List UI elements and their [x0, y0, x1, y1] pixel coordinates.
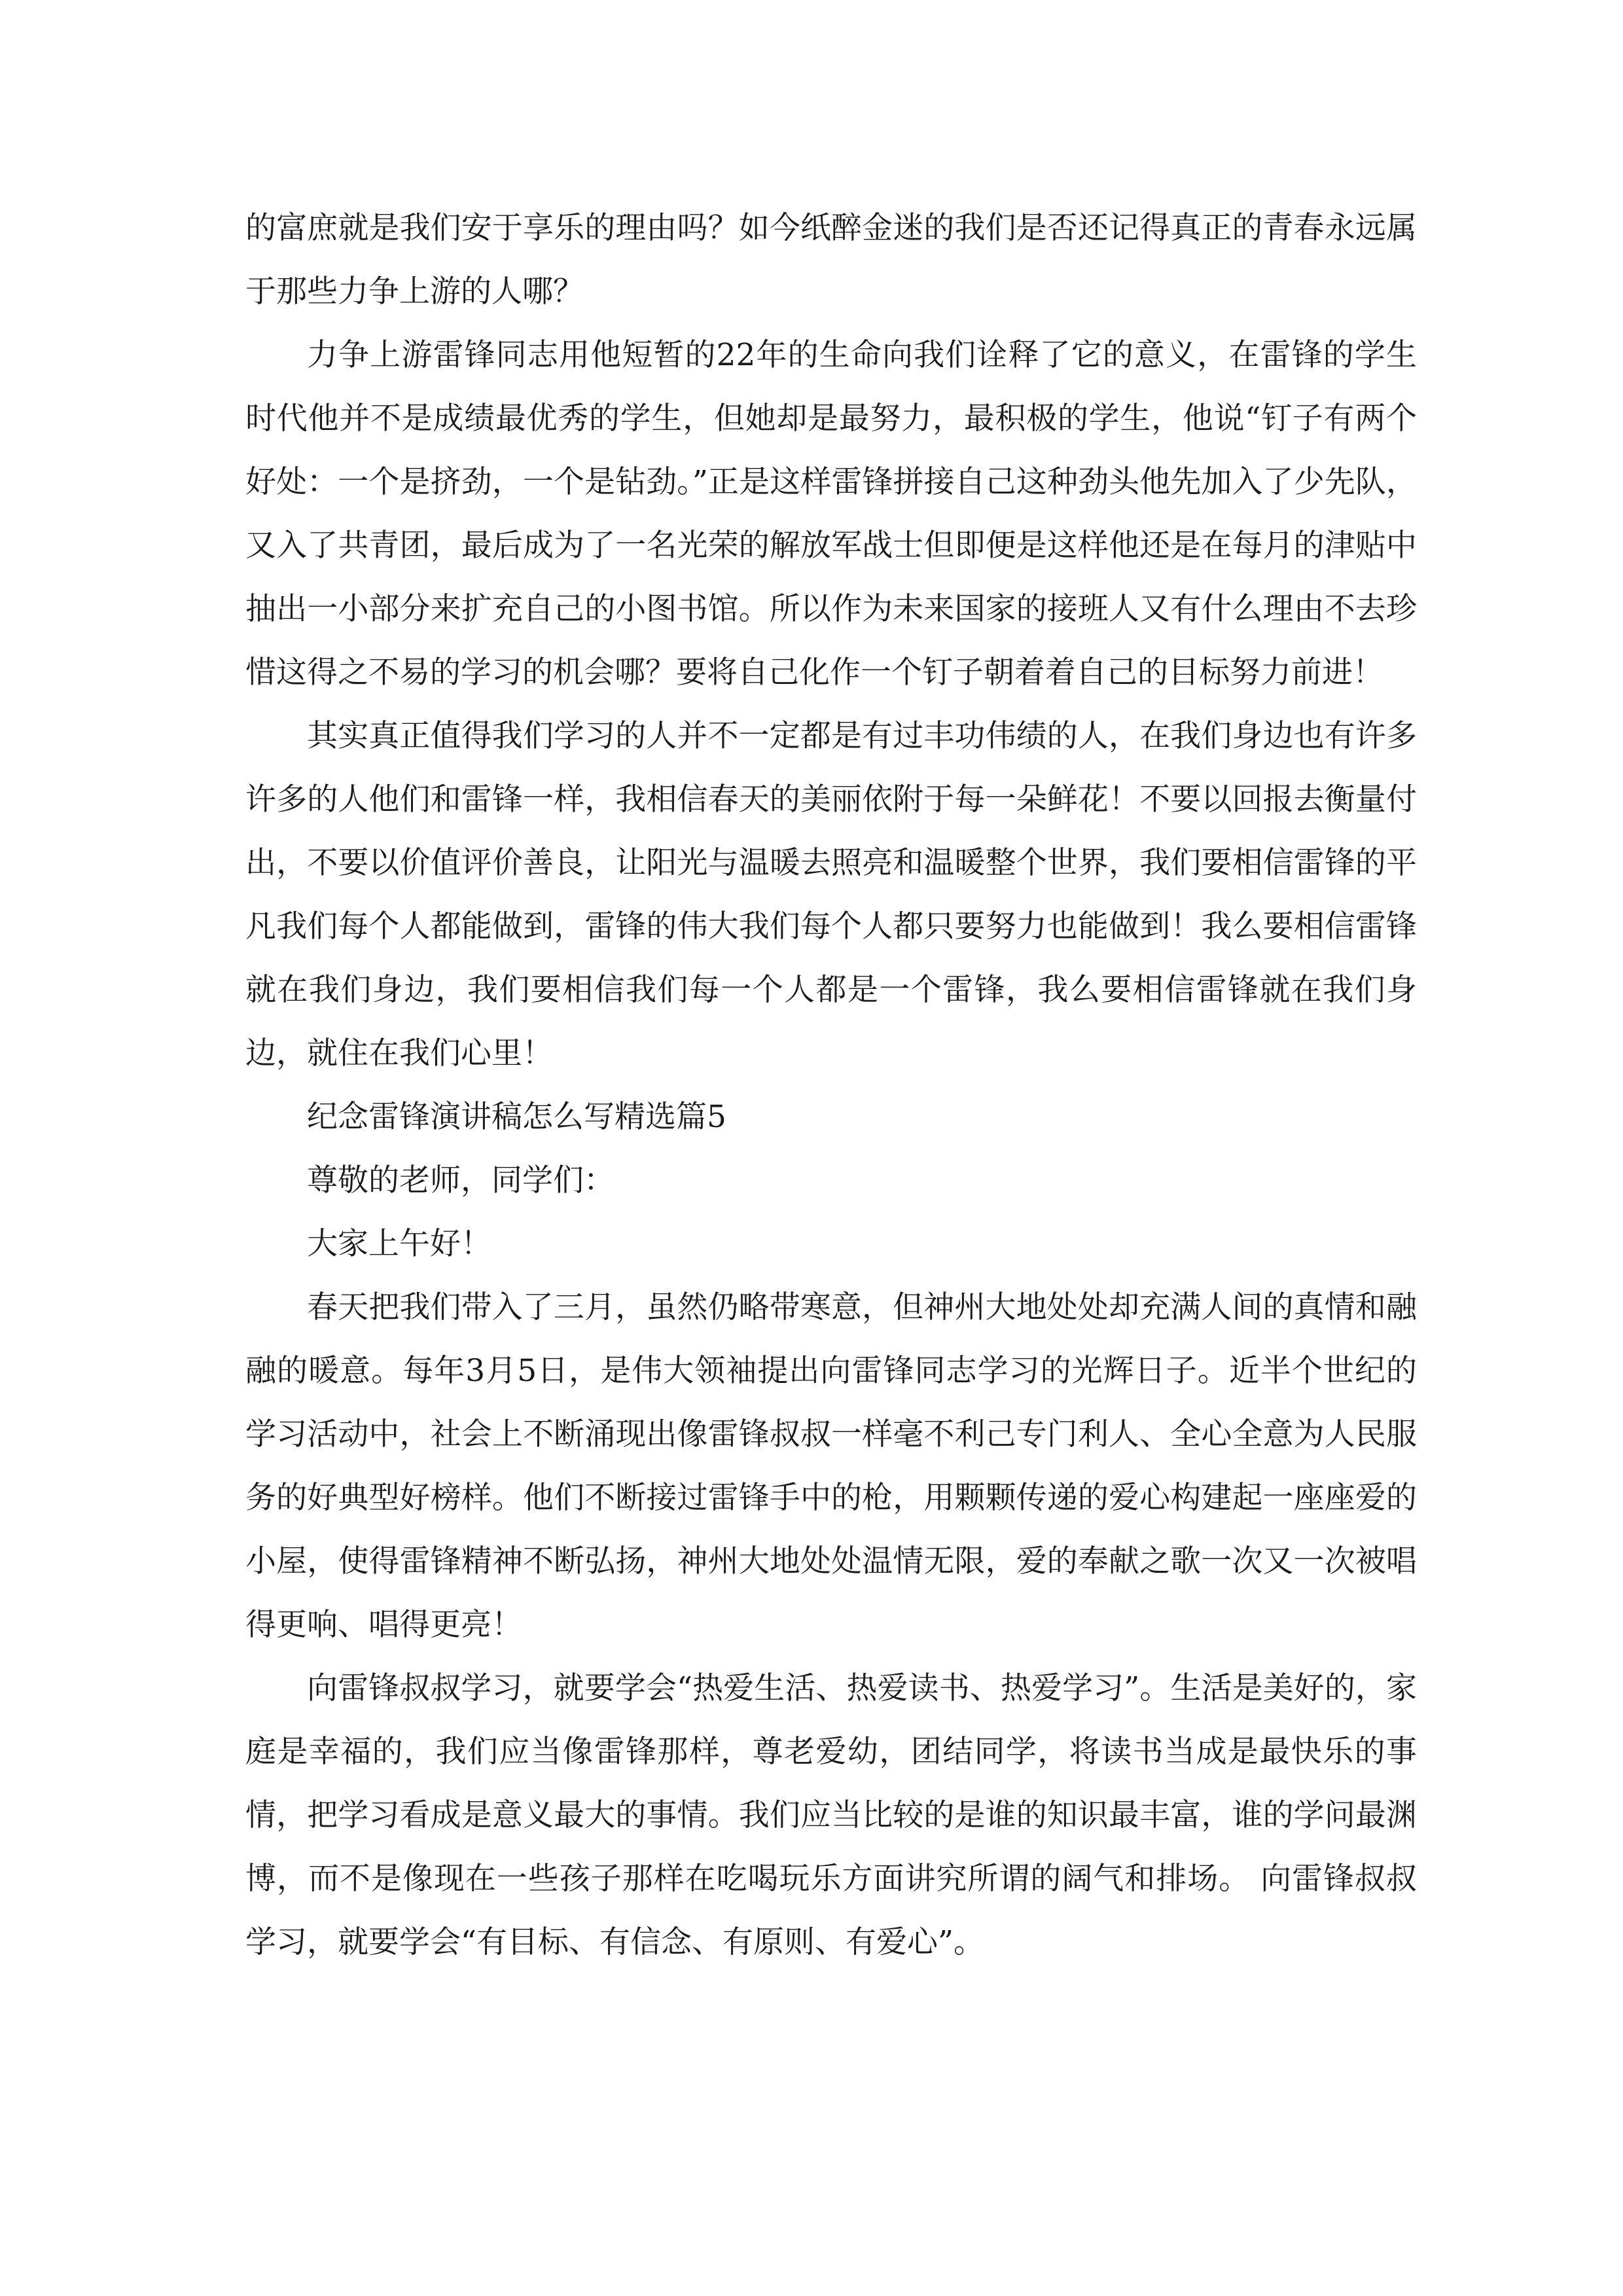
paragraph: 春天把我们带入了三月，虽然仍略带寒意，但神州大地处处却充满人间的真情和融融的暖意。每年3月5日，是伟大领袖提出向雷锋同志学习的光辉日子。近半个世纪的学习活动中，社会上不断涌现出像雷锋叔叔一样毫不利己专门利人、全心全意为人民服务的好典型好榜样。他们不断接过雷锋手中的枪，用颗颗传递的爱心构建起一座座爱的小屋，使得雷锋精神不断弘扬，神州大地处处温情无限，爱的奉献之歌一次又一次被唱得更响、唱得更亮！	[245, 1289, 1417, 1643]
body-text	[245, 196, 1417, 1974]
section-heading: 纪念雷锋演讲稿怎么写精选篇5	[307, 1099, 726, 1135]
paragraph: 力争上游雷锋同志用他短暂的22年的生命向我们诠释了它的意义，在雷锋的学生时代他并不是成绩最优秀的学生，但她却是最努力，最积极的学生，他说“钉子有两个好处：一个是挤劲，一个是钻劲。”正是这样雷锋拼接自己这种劲头他先加入了少先队，又入了共青团，最后成为了一名光荣的解放军战士但即便是这样他还是在每月的津贴中抽出一小部分来扩充自己的小图书馆。所以作为未来国家的接班人又有什么理由不去珍惜这得之不易的学习的机会哪？要将自己化作一个钉子朝着着自己的目标努力前进！	[245, 337, 1417, 691]
paragraph: 其实真正值得我们学习的人并不一定都是有过丰功伟绩的人，在我们身边也有许多许多的人他们和雷锋一样，我相信春天的美丽依附于每一朵鲜花！不要以回报去衡量付出，不要以价值评价善良，让阳光与温暖去照亮和温暖整个世界，我们要相信雷锋的平凡我们每个人都能做到，雷锋的伟大我们每个人都只要努力也能做到！我么要相信雷锋就在我们身边，我们要相信我们每一个人都是一个雷锋，我么要相信雷锋就在我们身边，就住在我们心里！	[245, 718, 1417, 1071]
greeting: 大家上午好！	[307, 1226, 491, 1262]
paragraph: 向雷锋叔叔学习，就要学会“热爱生活、热爱读书、热爱学习”。生活是美好的，家庭是幸福的，我们应当像雷锋那样，尊老爱幼，团结同学，将读书当成是最快乐的事情，把学习看成是意义最大的事情。我们应当比较的是谁的知识最丰富，谁的学问最渊博，而不是像现在一些孩子那样在吃喝玩乐方面讲究所谓的阔气和排场。 向雷锋叔叔学习，就要学会“有目标、有信念、有原则、有爱心”。	[245, 1670, 1417, 1960]
paragraph-continued: 的富庶就是我们安于享乐的理由吗？如今纸醉金迷的我们是否还记得真正的青春永远属于那些力争上游的人哪？	[245, 210, 1417, 310]
salutation: 尊敬的老师，同学们：	[307, 1162, 615, 1198]
